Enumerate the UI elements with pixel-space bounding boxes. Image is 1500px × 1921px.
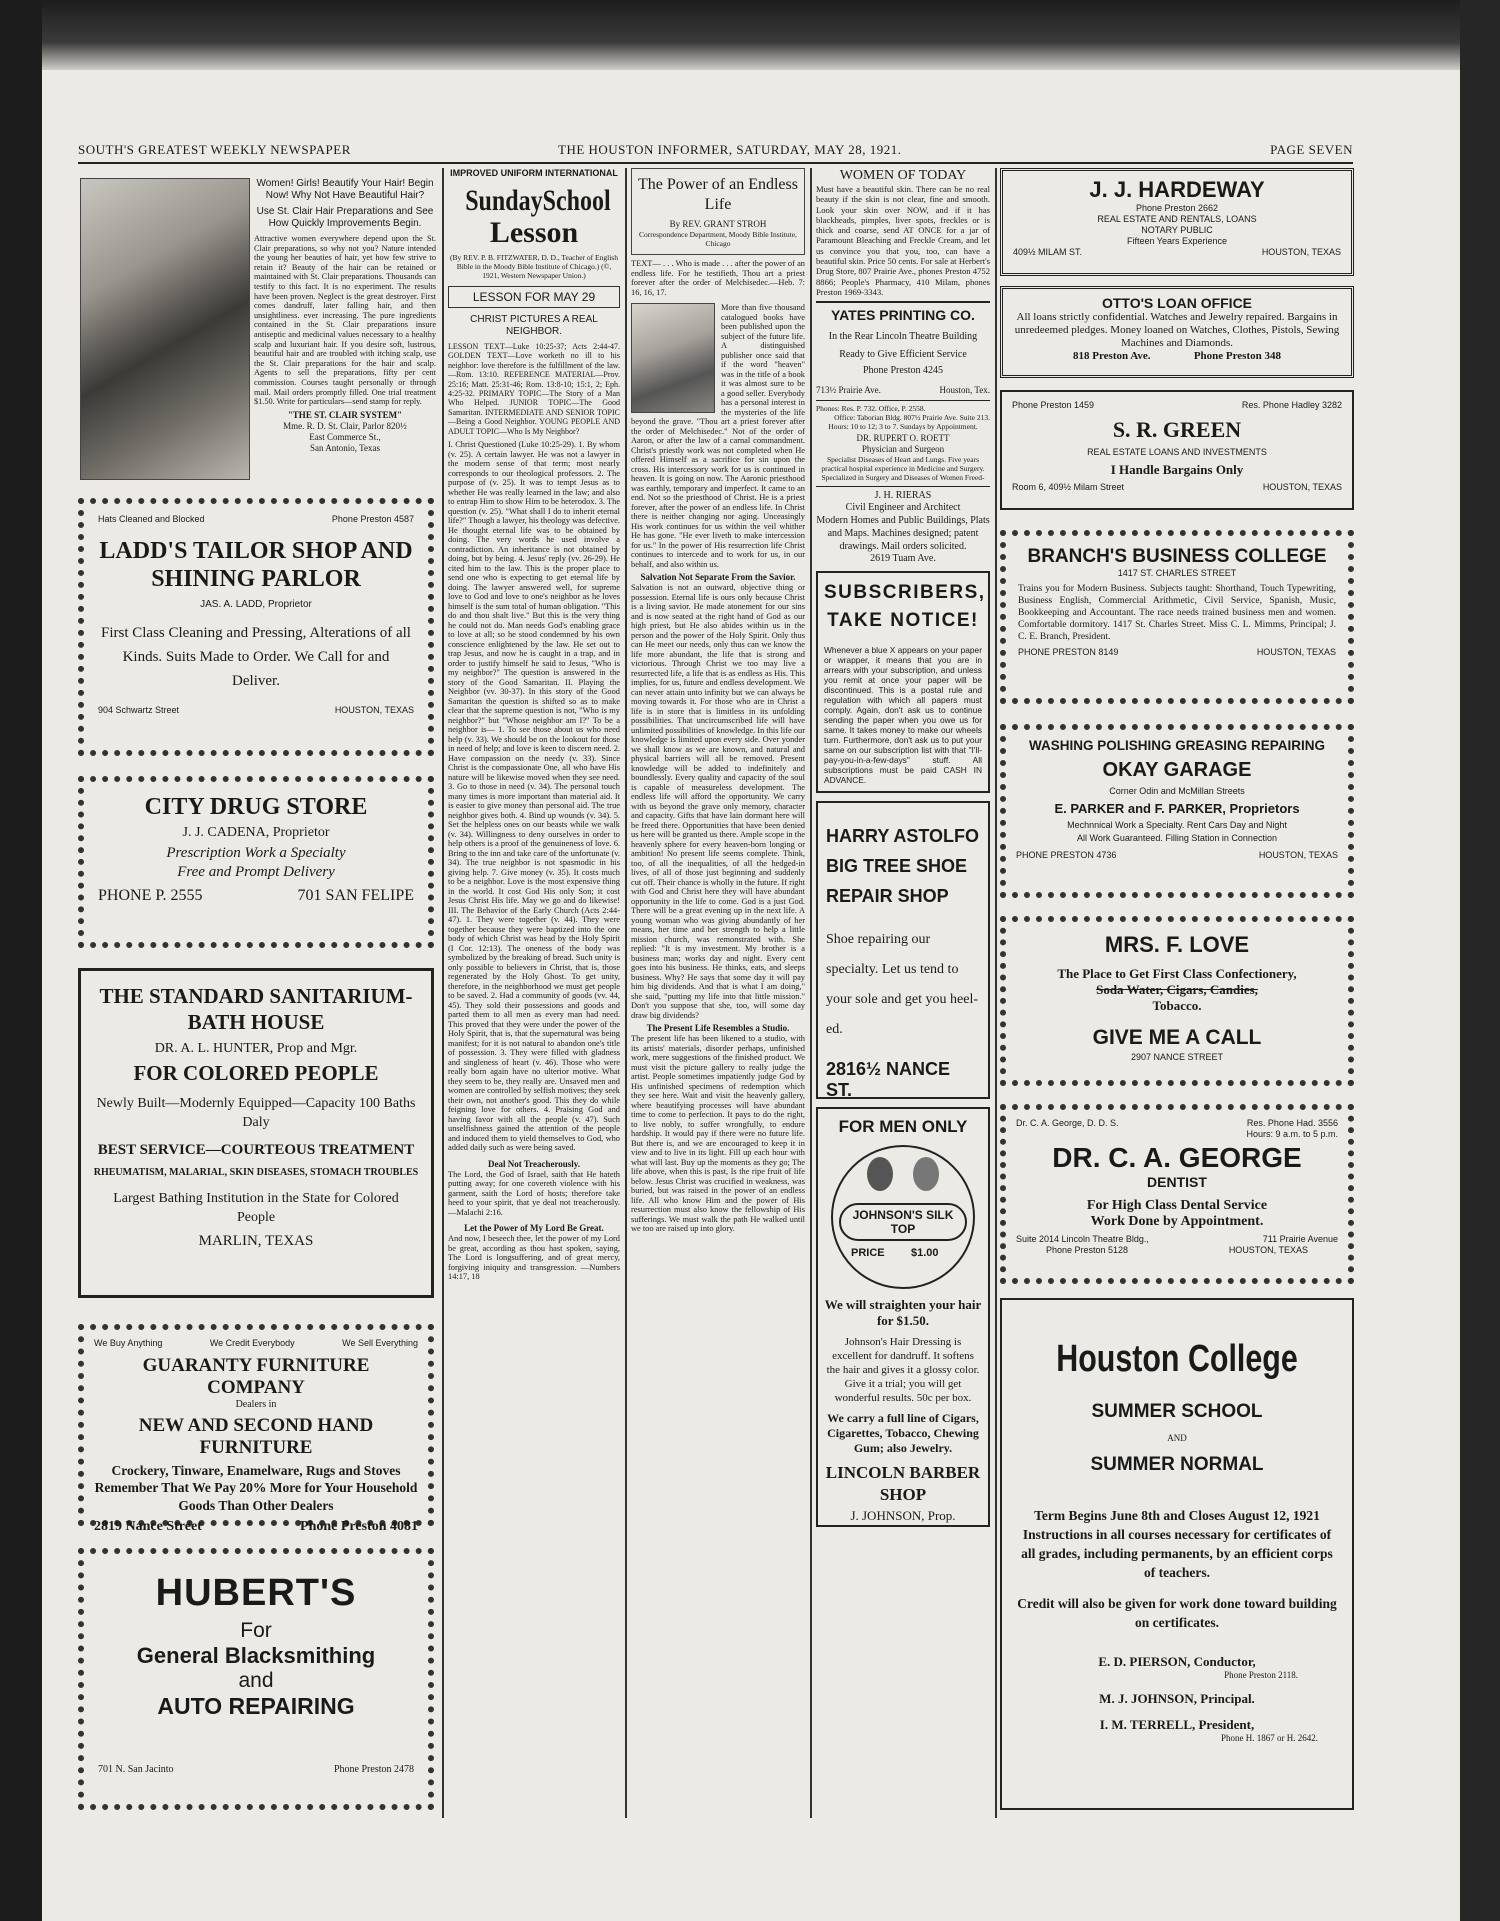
lesson-sub2-body: And now, I beseech thee, let the power of my Lord be great, according as thou hast spoken, saying, The Lord is longsuffering, and of great mercy, forgiving iniquity and transgression. —Numbers 14:17, 18: [448, 1234, 620, 1282]
okay-garage-ad: [1000, 724, 1354, 898]
barber-shop: LINCOLN BARBER SHOP: [825, 1463, 981, 1505]
barber-title: FOR MEN ONLY: [838, 1117, 968, 1137]
sermon-title-box: [631, 168, 805, 255]
branch-body: Trains you for Modern Business. Subjects taught: Shorthand, Touch Typewriting, Business English, Commercial Arithmetic, Civil Service, Spanish, Music, Bookkeeping and Accountant. The race needs trained business men and women. Comfortable dormitory. 1417 St. Charles Street. Miss C. L. Mimms, Principal; J. C. E. Branch, President.: [1018, 583, 1336, 642]
column-rule: [442, 168, 444, 1818]
drug-line1: Prescription Work a Specialty: [166, 845, 346, 861]
sermon-body3: The present life has been likened to a studio, with its artists' materials, disorder perhaps, unfinished work, mere suggestions of the finished product. We must visit the picture gallery to really judge the artist. People sometimes impatiently judge God by His unfinished specimens of redemption which they see here. Wait and visit the heavenly gallery, where beautifying processes will have abundant time to come to perfection. It pays to do the right, to live nobly, to suffer wrongfully, to endure hardship. It would pay if there were no future life. But there is, and we are encouraged to keep it in view and to live in its light. Fill up each hour with what will last. Buy up the moments as they go; The life above, when this is past, Is the ripe fruit of life below. Jesus Christ was crucified in weakness, was buried, but was raised in the power of an endless life. All who know Him and the power of His resurrection must also know the fellowship of His sufferings. We must walk the path He walked until we too are raised up into glory.: [631, 1034, 805, 1233]
masthead: [78, 140, 1353, 164]
guaranty-items: Crockery, Tinware, Enamelware, Rugs and Stoves: [111, 1463, 401, 1478]
george-city: HOUSTON, TEXAS: [1228, 1245, 1308, 1255]
george-top-right: Res. Phone Had. 3556: [1246, 1118, 1338, 1128]
college-and: AND: [1167, 1433, 1187, 1443]
hubert-line1: General Blacksmithing: [136, 1643, 376, 1668]
yates-ad: [816, 301, 990, 396]
george-name: DR. C. A. GEORGE: [1052, 1142, 1302, 1173]
guaranty-goods: NEW AND SECOND HAND FURNITURE: [138, 1415, 374, 1458]
subscribers-notice: [816, 571, 990, 793]
column-4: [816, 168, 990, 1818]
hubert-title: HUBERT'S: [155, 1572, 357, 1614]
yates-phone: Phone Preston 4245: [863, 365, 943, 377]
roett-phones: Phones: Res. P. 732. Office, P. 2558.: [816, 404, 926, 414]
guaranty-title: GUARANTY FURNITURE COMPANY: [142, 1355, 370, 1398]
roett-hours: Hours: 10 to 12; 3 to 7. Sundays by Appointment.: [828, 422, 978, 432]
silk-top-price-label: PRICE: [851, 1247, 885, 1260]
st-clair-street: East Commerce St.,: [309, 431, 381, 442]
huberts-ad: [78, 1548, 434, 1810]
george-top-left: Dr. C. A. George, D. D. S.: [1016, 1118, 1119, 1128]
scan-right-edge: [1460, 0, 1500, 1921]
branch-city: HOUSTON, TEXAS: [1256, 647, 1336, 657]
silk-top-price: $1.00: [911, 1247, 939, 1260]
guaranty-furniture-ad: [78, 1324, 434, 1534]
branch-address: 1417 ST. CHARLES STREET: [1117, 568, 1237, 578]
george-address: 711 Prairie Avenue: [1262, 1234, 1338, 1244]
sermon-sub2: The Present Life Resembles a Studio.: [646, 1023, 790, 1033]
sanitarium-largest: Largest Bathing Institution in the State for Colored People: [113, 1191, 399, 1225]
ladd-tailor-ad: [78, 498, 434, 756]
hardeway-line1: REAL ESTATE AND RENTALS, LOANS: [1097, 214, 1257, 224]
roett-title: Physician and Surgeon: [861, 444, 945, 455]
lesson-sub1: Deal Not Treacherously.: [487, 1158, 581, 1169]
sermon-sub1: Salvation Not Separate From the Savior.: [640, 572, 796, 582]
sanitarium-ailments: RHEUMATISM, MALARIAL, SKIN DISEASES, STOMACH TROUBLES: [93, 1167, 419, 1178]
okay-title: OKAY GARAGE: [1102, 759, 1252, 781]
lesson-heading: CHRIST PICTURES A REAL NEIGHBOR.: [470, 314, 598, 337]
barber-ad: [816, 1107, 990, 1527]
green-phone: Phone Preston 1459: [1012, 400, 1095, 410]
column-1: [78, 168, 436, 1818]
college-p3-phone: Phone H. 1867 or H. 2642.: [1221, 1733, 1318, 1743]
hubert-and: and: [238, 1669, 274, 1692]
lesson-body: I. Christ Questioned (Luke 10:25-29). 1. By whom (v. 25). A certain lawyer. He was not a lawyer in the modern sense of that term; most nearly corresponds to our theological professors. 2. The purpose of (v. 25). It was to tempt Jesus as to whether He was really learned in the law; and also to entrap Him to show Him to be heterodox. 3. The question (v. 25). "What shall I do to inherit eternal life?" Though a lawyer, his theology was defective. He thought eternal life was to be obtained by doing. The very words he used involve a contradiction. An inheritance is not obtained by doing, but by being. 4. Jesus' reply (vv. 26-29). He cited him to the law. This is the proper place to send one who is expecting to get eternal life by doing. The lawyer answered well, for supreme love to God and love to one's neighbor as he loves himself is the sum total of human obligation. "This do and thou shalt live." But this is the very thing he could not do. Man needs God's enabling grace to love at all; so he stood condemned by his own conscience enlightened by the law. He set out to trap Jesus, and now he is caught in a trap, and in order to justify himself he said to Jesus, "Who is my neighbor?" The question is answered in the story of the Good Samaritan. II. Playing the Neighbor (vv. 30-37). In this story of the Good Samaritan the question is shifted so as to make clear that the supreme question is not, "Who is my neighbor?" but "Whose neighbor am I?" To be a neighbor is— 1. To see those about us who need help (v. 33). We should be on the lookout for those in need of help; and love is keen to discern need. 2. Have compassion on the needy (v. 33). Since Christ is the compassionate One, all who have His nature will be likewise moved when they see need. 3. Go to those in need (v. 34). The personal touch many times is more important than material aid. It is easier to give money than personal aid. The true neighbor gives both. 4. Bind up wounds (v. 34). 5. Set the helpless ones on our beasts while we walk (v. 34). Willingness to deny ourselves in order to help others is a proof of the genuineness of love. 6. Bring to the inn and take care of the unfortunate (v. 34). The true neighbor is not spasmodic in his giving help. 7. Give money (v. 35). It costs much to be a neighbor. Love is the most expensive thing in the world. It cost God His only Son; it cost Jesus Christ His life. May we go and do likewise! III. The Behavior of the Early Church (Acts 2:44-47). 1. They were together (v. 44). They were together because they were baptized into the one body of which Christ was head by the Holy Spirit (I Cor. 12:13). The oneness of the body was symbolized by the breaking of bread. Such unity is only possible to believers in Christ, that is, those regenerated by the Holy Ghost. To get unity, therefore, in the neighborhood we must get people to be saved. 2. Had a community of goods (vv. 44, 45). They sold their possessions and goods and parted them to all men as every man had need. This proved that they were under the power of the Holy Spirit, that is, that the supernatural was being manifest; for it is not natural to abandon one's title of possession. 3. They were filled with gladness and singleness of heart (v. 46). Those who were really born again have no ulterior motive. What they seem to be, they really are. Unsaved men and women are controlled by selfish motives; they seek their own, not another's good. This they do while feigning love for others. 4. Praising God and having favor with all the people (v. 47). Such unselfishness gained the attention of the people and induced them to yield themselves to God, who added daily such as were being saved.: [448, 440, 621, 1153]
sanitarium-for: FOR COLORED PEOPLE: [133, 1061, 379, 1085]
sermon-dept: Correspondence Department, Moody Bible Institute, Chicago: [639, 230, 797, 248]
rieras-address: 2619 Tuam Ave.: [870, 553, 936, 565]
sanitarium-city: MARLIN, TEXAS: [198, 1233, 314, 1249]
yates-city: Houston, Tex.: [939, 385, 990, 396]
drug-phone: PHONE P. 2555: [98, 887, 203, 904]
st-clair-system: "THE ST. CLAIR SYSTEM": [287, 409, 403, 420]
college-p1-phone: Phone Preston 2118.: [1224, 1670, 1298, 1680]
george-suite: Suite 2014 Lincoln Theatre Bldg.,: [1016, 1234, 1149, 1244]
okay-line1: Mechnnical Work a Specialty. Rent Cars Day and Night: [1067, 820, 1287, 830]
college-p3: I. M. TERRELL, President,: [1099, 1717, 1255, 1732]
column-rule: [995, 168, 997, 1818]
yates-address: 713½ Prairie Ave.: [816, 385, 881, 396]
sanitarium-ad: [78, 968, 434, 1298]
george-line1: For High Class Dental Service: [1086, 1198, 1268, 1213]
love-line1: The Place to Get First Class Confectionery,: [1057, 966, 1297, 981]
hardeway-name: J. J. HARDEWAY: [1089, 177, 1265, 202]
college-line1: SUMMER SCHOOL: [1091, 1401, 1263, 1422]
st-clair-subhead: Use St. Clair Hair Preparations and See How Quickly Improvements Begin.: [256, 206, 434, 229]
lesson-sub1-body: The Lord, the God of Israel, saith that He hateth putting away; for one covereth violence with his garment, saith the Lord of hosts; therefore take heed to your spirit, that ye deal not treacherously.—Malachi 2:16.: [448, 1169, 620, 1217]
otto-loan-ad: [1000, 286, 1354, 378]
college-credit: Credit will also be given for work done toward building on certificates.: [1017, 1596, 1337, 1630]
guaranty-top1: We Buy Anything: [94, 1338, 163, 1348]
college-line2: SUMMER NORMAL: [1090, 1454, 1264, 1475]
roett-office: Office: Taborian Bldg. 807½ Prairie Ave. Suite 213.: [834, 413, 990, 423]
love-address: 2907 NANCE STREET: [1130, 1052, 1224, 1062]
guaranty-top3: We Sell Everything: [342, 1338, 418, 1348]
barber-carry: We carry a full line of Cigars, Cigarettes, Tobacco, Chewing Gum; also Jewelry.: [827, 1411, 979, 1456]
column-5: [1000, 168, 1358, 1818]
drug-address: 701 SAN FELIPE: [297, 887, 414, 904]
roett-name: DR. RUPERT O. ROETT: [856, 433, 950, 444]
roett-body: Specialist Diseases of Heart and Lungs. Five years practical hospital experience in Medicine and Surgery. Specialized in Surgery and Diseases of Women Freed-: [821, 455, 985, 483]
okay-corner: Corner Odin and McMillan Streets: [1109, 786, 1245, 796]
subscribers-title: SUBSCRIBERS, TAKE NOTICE!: [824, 582, 986, 632]
scan-top-edge: [0, 0, 1500, 70]
lesson-title-2: Lesson: [489, 216, 579, 249]
okay-line2: All Work Guaranteed. Filling Station in Connection: [1077, 833, 1277, 843]
portrait-photo: [80, 178, 250, 480]
hardeway-line3: Fifteen Years Experience: [1126, 236, 1228, 246]
green-line1: REAL ESTATE LOANS AND INVESTMENTS: [1087, 447, 1267, 457]
women-title: WOMEN OF TODAY: [839, 168, 967, 183]
guaranty-remember: Remember That We Pay 20% More for Your Household Goods Than Other Dealers: [94, 1480, 418, 1513]
ladd-phone: Phone Preston 4587: [331, 514, 414, 524]
city-drug-ad: [78, 776, 434, 948]
scan-left-edge: [0, 0, 42, 1921]
lesson-sub2: Let the Power of My Lord Be Great.: [464, 1223, 604, 1234]
guaranty-phone: Phone Preston 4081: [300, 1519, 418, 1534]
college-title: Houston College: [1056, 1338, 1298, 1380]
column-rule: [625, 168, 627, 1818]
george-line2: Work Done by Appointment.: [1090, 1214, 1264, 1229]
otto-body: All loans strictly confidential. Watches and Jewelry repaired. Bargains in unredeemed pledges. Money loaned on Watches, Clothes, Pistols, Sewing Machines and Diamonds.: [1014, 311, 1340, 349]
hardeway-ad: [1000, 168, 1354, 276]
green-name: S. R. GREEN: [1112, 417, 1242, 442]
lesson-kicker: IMPROVED UNIFORM INTERNATIONAL: [450, 168, 618, 178]
okay-props: E. PARKER and F. PARKER, Proprietors: [1054, 801, 1300, 816]
love-line2: Soda Water, Cigars, Candies,: [1096, 982, 1258, 997]
hubert-line2: AUTO REPAIRING: [157, 1693, 355, 1719]
column-3-sermon: [631, 168, 805, 1818]
barber-pitch: We will straighten your hair for $1.50.: [824, 1297, 982, 1329]
masthead-center: THE HOUSTON INFORMER, SATURDAY, MAY 28, 1921.: [558, 142, 902, 157]
hardeway-phone: Phone Preston 2662: [1135, 203, 1219, 213]
rieras-title: Civil Engineer and Architect: [845, 502, 961, 514]
otto-title: OTTO'S LOAN OFFICE: [1101, 295, 1253, 311]
george-phone: Phone Preston 5128: [1046, 1245, 1129, 1255]
sermon-title: The Power of an Endless Life: [638, 176, 798, 213]
ladd-top-left: Hats Cleaned and Blocked: [98, 514, 205, 524]
lesson-title-1: SundaySchool: [465, 184, 611, 217]
houston-college-ad: [1000, 1298, 1354, 1810]
st-clair-headline: Women! Girls! Beautify Your Hair! Begin Now! Why Not Have Beautiful Hair?: [256, 178, 434, 201]
branch-phone: PHONE PRESTON 8149: [1018, 647, 1119, 657]
sermon-body2: Salvation is not an outward, objective thing or possession. Eternal life is ours only because Christ is a living savior. He made atonement for our sins and is now seated at the right hand of God as our high priest, but He also abides within us in the person and the power of the Holy Spirit. Only thus can He meet our needs, only thus can we know the life more abundant, the life that is strong and victorious. Through Christ we too may live a resurrected life, a life that is as endless as His. This implies, for us, future and endless development. We can never attain unto infinity but we can always be moving towards it. For those who are in Christ a life is in store that is limitless in its unfolding possibilities. That uncircumscribed life will have unlimited possibilities of knowledge. In this life our knowledge is limited upon every side. Over yonder we shall know as we are known, and natural and physical barriers will all be removed. Present knowledge will be added to indefinitely and boundlessly. Every quality and capacity of the soul is capable of measureless development. The endless life will afford the opportunity. We carry with us beyond the grave only memory, character and capacity. Gifts that have lain dormant here will be freed there. Opportunities that have been denied us here will be granted us there. Ample scope in the heavenly sphere for every heaven-born longing or ambition! No present life seems complete. Think, too, of all the inequalities, of all the hedged-in lives, of all of those just beginning and suddenly cut off. Their chance is wholly in the future. If right with God and Christ here they will have abundant opportunity in the life to come. God is a just God. There will be a great evening up in the next life. A young woman who was giving abundantly of her means, her time and her strength to help a little mission church, was remonstrated with. She replied: "It is my investment. My brother is a business man; works day and night. Every cent goes into his business. He thinks, eats, and sleeps business. Why? He says that some day it will pay him big dividends. And that is what I am doing," she said, "putting my life into that little mission." Don't you suppose that she, too, will some day draw big dividends?: [631, 583, 805, 1020]
silk-top-label: JOHNSON'S SILK TOP: [839, 1203, 967, 1241]
mrs-love-ad: [1000, 916, 1354, 1086]
green-ad: [1000, 390, 1354, 510]
okay-services: WASHING POLISHING GREASING REPAIRING: [1028, 738, 1326, 753]
astolfo-body: Shoe repairing our specialty. Let us tend to your sole and get you heel-ed.: [826, 932, 979, 1038]
sanitarium-built: Newly Built—Modernly Equipped—Capacity 100 Baths Daly: [96, 1096, 416, 1130]
love-call: GIVE ME A CALL: [1092, 1026, 1262, 1049]
st-clair-name: Mme. R. D. St. Clair, Parlor 820½: [283, 420, 407, 431]
sermon-text: TEXT— . . . Who is made . . . after the power of an endless life. For he testifieth, Thou art a priest forever after the order of Melchisedec.—Heb. 7: 16, 16, 17.: [631, 259, 805, 297]
love-title: MRS. F. LOVE: [1104, 932, 1250, 957]
guaranty-address: 2819 Nance Street: [94, 1519, 202, 1534]
rieras-ad: [816, 486, 990, 565]
hardeway-line2: NOTARY PUBLIC: [1141, 225, 1213, 235]
sermon-byline: By REV. GRANT STROH: [669, 219, 767, 229]
barber-owner: J. JOHNSON, Prop.: [850, 1508, 956, 1524]
college-p2: M. J. JOHNSON, Principal.: [1099, 1691, 1255, 1706]
barber-body: Johnson's Hair Dressing is excellent for dandruff. It softens the hair and gives it a glossy color. Give it a trial; you will get wonderful results. 50c per box.: [826, 1336, 980, 1405]
masthead-right: PAGE SEVEN: [1270, 142, 1353, 157]
green-res: Res. Phone Hadley 3282: [1241, 400, 1342, 410]
okay-phone: PHONE PRESTON 4736: [1016, 850, 1117, 860]
st-clair-ad: [78, 178, 436, 480]
ladd-address: 904 Schwartz Street: [98, 705, 180, 715]
st-clair-city: San Antonio, Texas: [310, 442, 380, 453]
guaranty-dealers: Dealers in: [235, 1399, 277, 1410]
masthead-left: SOUTH'S GREATEST WEEKLY NEWSPAPER: [78, 142, 351, 157]
drug-title: CITY DRUG STORE: [144, 794, 368, 820]
hardeway-address: 409½ MILAM ST.: [1013, 247, 1083, 257]
silk-top-emblem: [831, 1145, 975, 1289]
college-body: Term Begins June 8th and Closes August 12, 1921 Instructions in all courses necessary for certificates of all grades, including permanents, by an efficient corps of teachers.: [1021, 1508, 1333, 1580]
ladd-proprietor: JAS. A. LADD, Proprietor: [200, 599, 312, 610]
rieras-body: Modern Homes and Public Buildings, Plats and Maps. Machines designed; patent drawings. Mail orders solicited.: [816, 515, 990, 553]
ladd-city: HOUSTON, TEXAS: [334, 705, 414, 715]
okay-city: HOUSTON, TEXAS: [1258, 850, 1338, 860]
drug-proprietor: J. J. CADENA, Proprietor: [182, 825, 330, 840]
guaranty-top2: We Credit Everybody: [209, 1338, 295, 1348]
lesson-refs: LESSON TEXT—Luke 10:25-37; Acts 2:44-47. GOLDEN TEXT—Love worketh no ill to his neighbor: love therefore is the fulfillment of the law.—Rom. 13:10. REFERENCE MATERIAL—Prov. 25:16; Matt. 25:31-46; Rom. 13:8-10; 15:1, 2; Eph. 4:25-32. PRIMARY TOPIC—The Story of a Man Who Helped. JUNIOR TOPIC—The Good Samaritan. INTERMEDIATE AND SENIOR TOPIC—Being a Good Neighbor. YOUNG PEOPLE AND ADULT TOPIC—Who Is My Neighbor?: [448, 342, 620, 436]
hubert-address: 701 N. San Jacinto: [98, 1764, 174, 1775]
lesson-box: LESSON FOR MAY 29: [448, 286, 620, 308]
st-clair-body: Attractive women everywhere depend upon the St. Clair preparations, so why not you? Nature intended the young her beauties of hair, yet how few strive to retain it? Beauty of the hair can be retained or maintained with St. Clair preparations. Thousands can testify to this fact. It is no experiment. The results have been proven. Neglect is the great destroyer. First comes dandruff, later falling hair, and then unsightliness. ever increasing. The pure ingredients contained in the St. Clair preparations insure antiseptic and medicinal values necessary to a healthy scalp and luxuriant hair. If you desire soft, lustrous, beautiful hair and are troubled with itching scalp, use the St. Clair preparations for the hair and scalp. Agents to sell the preparations, fifty per cent commission. Courses taught personally or through mail. Mail orders promptly filled. One trial treatment $1.50. Write for particulars—send stamp for reply.: [254, 234, 436, 407]
author-portrait: [631, 303, 715, 413]
love-line3: Tobacco.: [1152, 998, 1202, 1013]
yates-line1: In the Rear Lincoln Theatre Building: [828, 331, 978, 343]
green-city: HOUSTON, TEXAS: [1262, 482, 1342, 492]
hubert-for: For: [240, 1619, 272, 1642]
women-body: Must have a beautiful skin. There can be no real beauty if the skin is not clear, fine and smooth. Look your skin over NOW, and if it has blackheads, pimples, liver spots, freckles or is thick and coarse, send AT ONCE for a jar of Paramount Bleaching and Freckle Cream, and let us convince you that you, too, can have a beautiful skin. Price 50 cents. For sale at Herbert's Drug Store, 807 Prairie Ave., phones Preston 4752 8866; People's Pharmacy, 410 Milam, phones Preston 1969-3343.: [816, 184, 990, 297]
face-icon: [867, 1157, 893, 1191]
yates-line2: Ready to Give Efficient Service: [839, 349, 967, 361]
sanitarium-title: THE STANDARD SANITARIUM-BATH HOUSE: [99, 984, 413, 1034]
branch-title: BRANCH'S BUSINESS COLLEGE: [1027, 546, 1327, 567]
sermon-body: More than five thousand catalogued books have been published upon the subject of the future life. A distinguished publisher once said that if the word "heaven" was in the title of a book it was almost sure to be a good seller. Everybody has a personal interest in the mysteries of the life beyond the grave. "Thou art a priest forever after the order of Melchisedec." Not of the order of Aaron, or after the law of a carnal commandment. Christ's priestly work was not completed when He offered Himself as a sacrifice for sin upon the cross. His intercessory work for us is continued in heaven. It is going on now. The Aaronic priesthood was earthly, temporary and imperfect. It came to an end. Not so the priesthood of Christ. He is a priest forever, after the power of an endless life. In Christ there is neither changing nor aging. Unceasingly His work continues for us within the veil whither He has gone. "He ever liveth to make intercession for us." In the power of His resurrection life Christ continues to intercede and to work for us, in our behalf, and also within us.: [631, 303, 805, 569]
otto-address: 818 Preston Ave.: [1073, 350, 1151, 362]
astolfo-ad: [816, 801, 990, 1099]
green-address: Room 6, 409½ Milam Street: [1012, 482, 1125, 492]
drug-line2: Free and Prompt Delivery: [177, 864, 335, 880]
george-title: DENTIST: [1147, 1174, 1207, 1190]
hubert-phone: Phone Preston 2478: [334, 1764, 414, 1775]
face-icon: [913, 1157, 939, 1191]
sanitarium-service: BEST SERVICE—COURTEOUS TREATMENT: [97, 1142, 415, 1158]
ladd-body: First Class Cleaning and Pressing, Alterations of all Kinds. Suits Made to Order. We Call for and Deliver.: [101, 625, 411, 689]
roett-ad: [816, 400, 990, 482]
rieras-name: J. H. RIERAS: [874, 490, 932, 502]
subscribers-body: Whenever a blue X appears on your paper or wrapper, it means that you are in arrears with your subscription, and unless you remit at once your paper will be discontinued. This is a postal rule and regulation with which all papers must comply. Again, don't ask us to continue sending the paper when you owe us for same. It takes money to make our wheels turn. Furthermore, don't ask us to put your same on our subscription list with that "I'll-pay-you-in-a-few-days" stuff. All subscriptions must be paid CASH IN ADVANCE.: [824, 645, 982, 786]
yates-title: YATES PRINTING CO.: [831, 307, 975, 324]
astolfo-title: HARRY ASTOLFO BIG TREE SHOE REPAIR SHOP: [826, 826, 980, 907]
column-2-lesson: [448, 168, 620, 1818]
ladd-title: LADD'S TAILOR SHOP AND SHINING PARLOR: [99, 538, 413, 592]
lesson-byline: (By REV. P. B. FITZWATER, D. D., Teacher of English Bible in the Moody Bible Institute of Chicago.) (©, 1921, Western Newspaper Union.): [450, 253, 618, 280]
hardeway-city: HOUSTON, TEXAS: [1261, 247, 1341, 257]
george-hours: Hours: 9 a.m. to 5 p.m.: [1246, 1129, 1338, 1139]
green-line2: I Handle Bargains Only: [1110, 462, 1244, 477]
sanitarium-manager: DR. A. L. HUNTER, Prop and Mgr.: [154, 1041, 358, 1056]
branch-college-ad: [1000, 530, 1354, 704]
astolfo-address: 2816½ NANCE ST.: [826, 1059, 951, 1101]
dr-george-ad: [1000, 1104, 1354, 1284]
otto-phone: Phone Preston 348: [1193, 350, 1281, 362]
column-rule: [810, 168, 812, 1818]
college-p1: E. D. PIERSON, Conductor,: [1098, 1654, 1256, 1669]
